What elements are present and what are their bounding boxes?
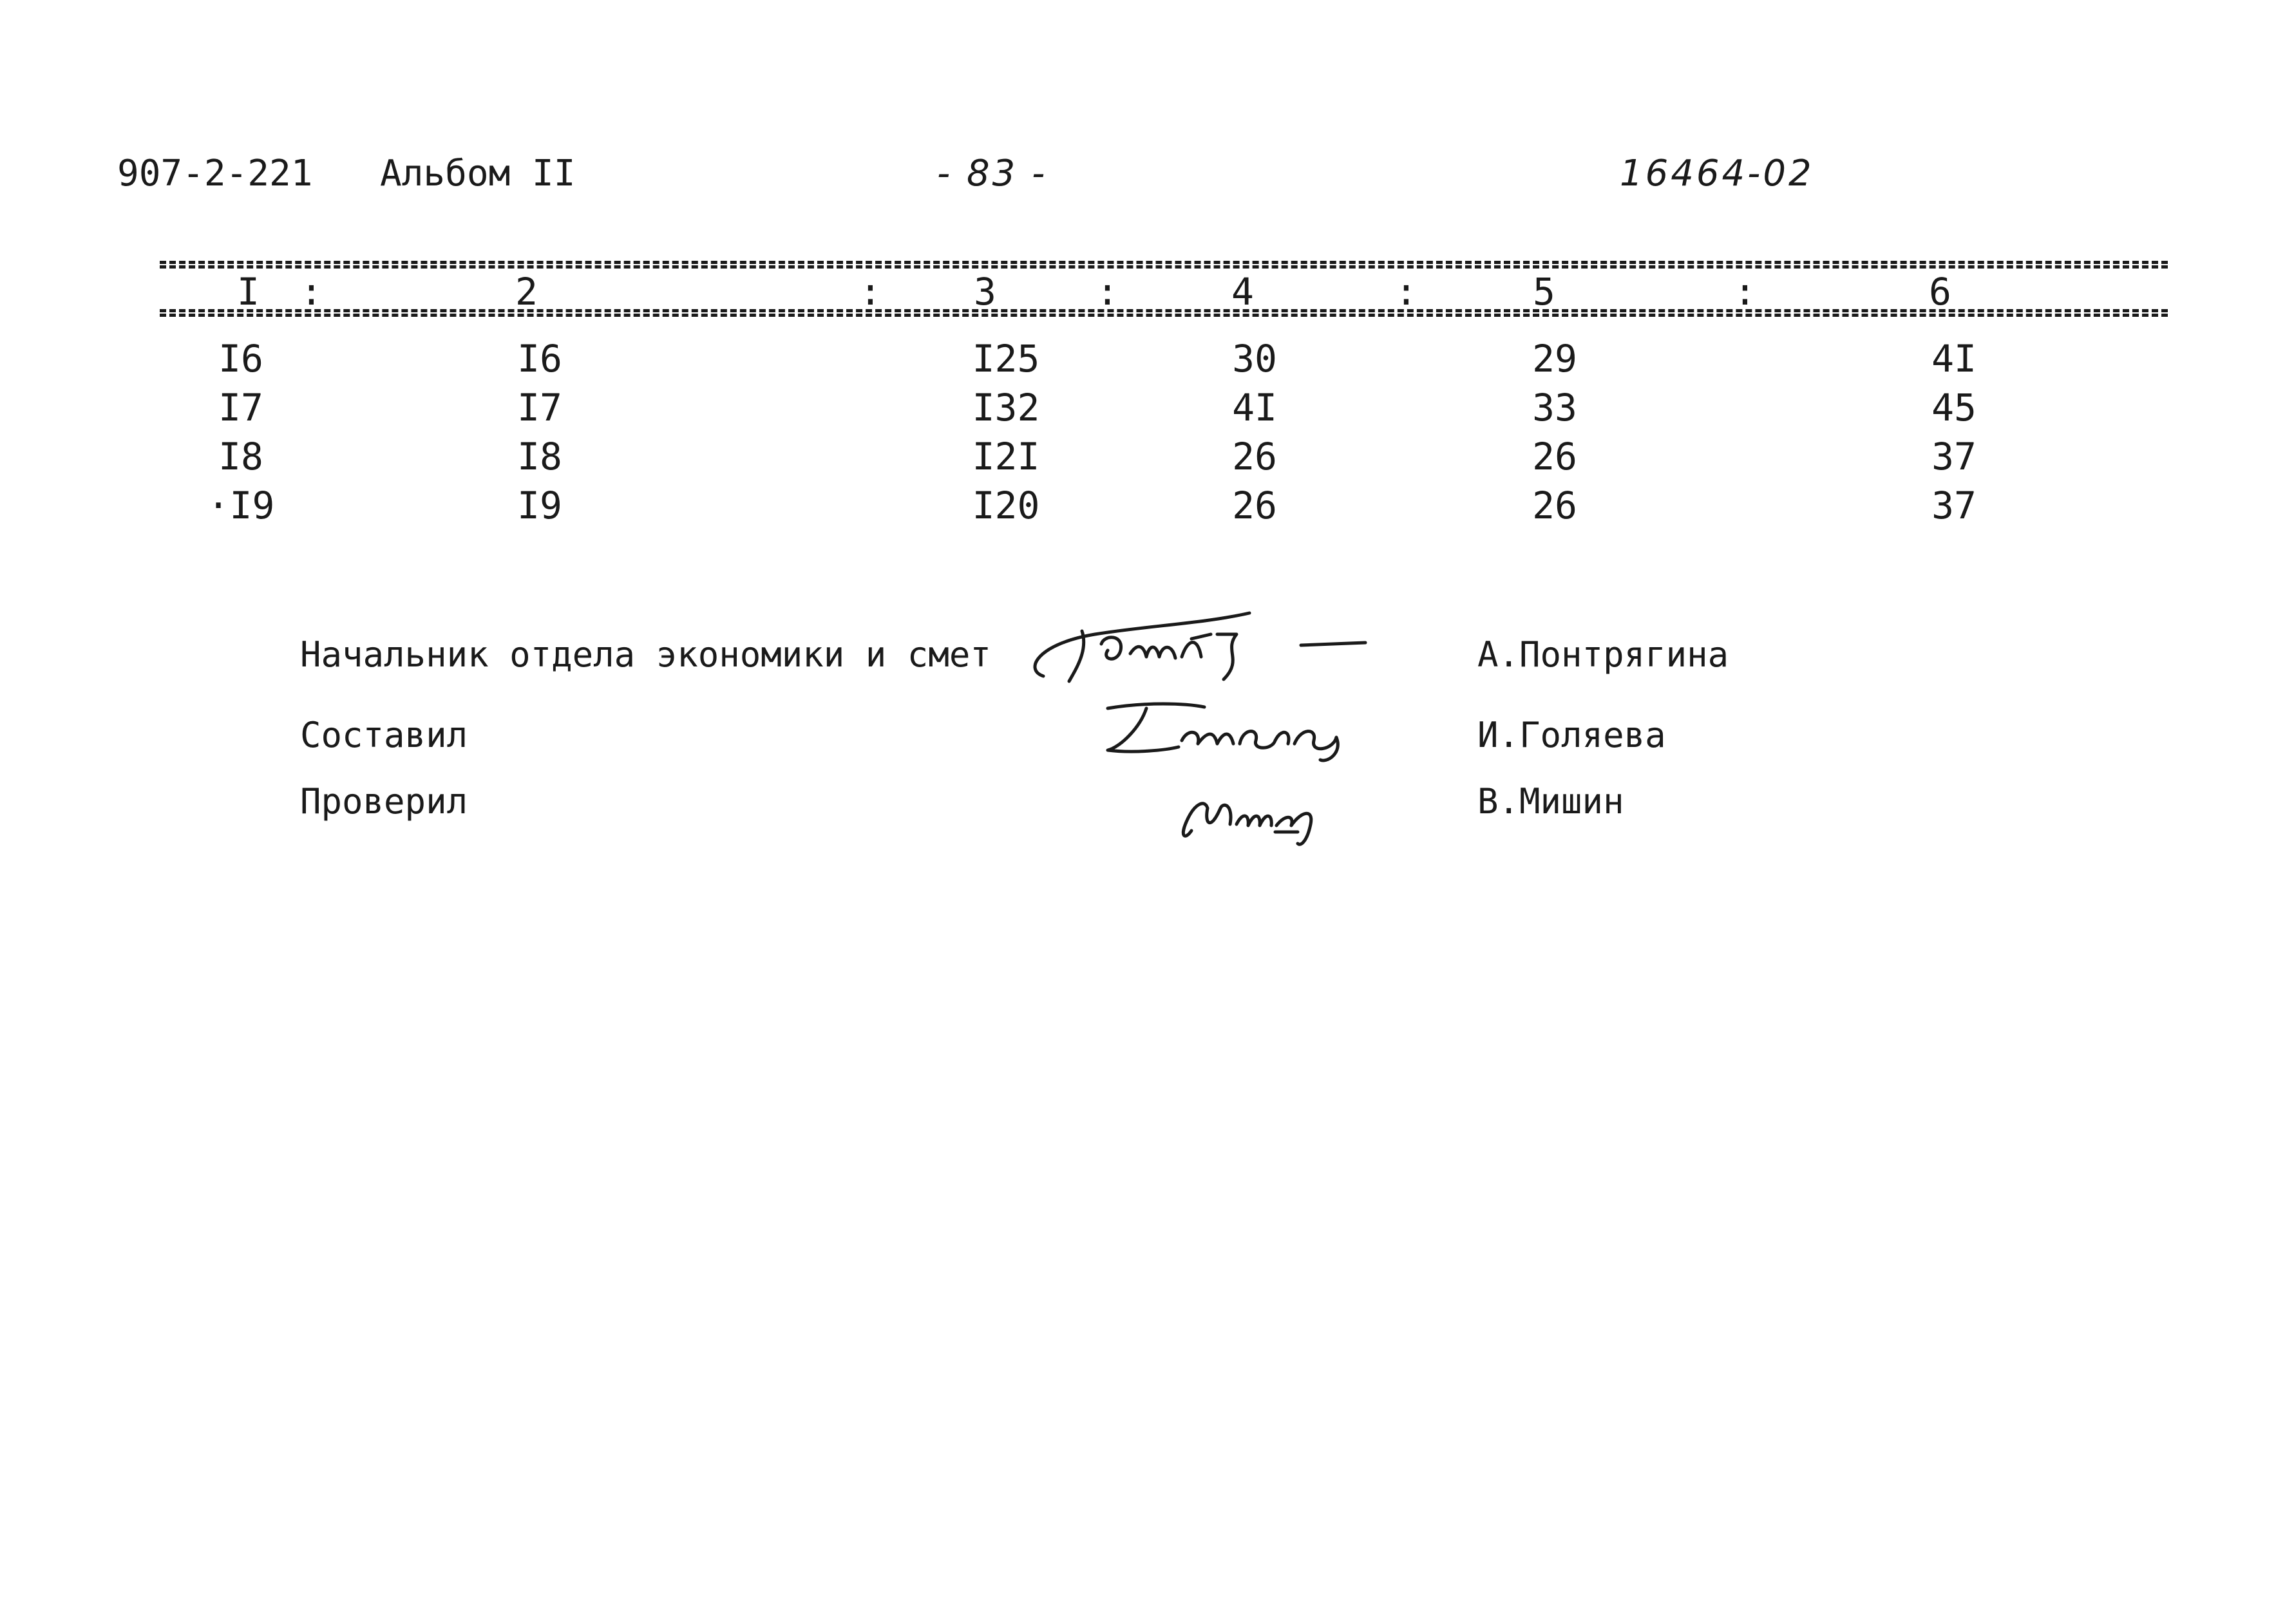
table-cell: I6 bbox=[517, 337, 562, 381]
column-separator: : bbox=[300, 270, 323, 314]
table-cell: I32 bbox=[972, 386, 1040, 430]
table-cell: I7 bbox=[218, 386, 263, 430]
table-cell: 45 bbox=[1931, 386, 1977, 430]
table-cell: 33 bbox=[1532, 386, 1577, 430]
table-cell: 37 bbox=[1931, 484, 1977, 527]
column-heading-4: 4 bbox=[1231, 270, 1254, 314]
table-cell: I25 bbox=[972, 337, 1040, 381]
table-cell: I9 bbox=[517, 484, 562, 527]
table-cell: 26 bbox=[1532, 484, 1577, 527]
column-separator: : bbox=[859, 270, 882, 314]
column-heading-3: 3 bbox=[974, 270, 996, 314]
signatory-name: В.Мишин bbox=[1477, 781, 1624, 822]
table-cell: I6 bbox=[218, 337, 263, 381]
column-separator: : bbox=[1734, 270, 1756, 314]
signature-compiled-by bbox=[1095, 689, 1365, 766]
table-cell: I8 bbox=[218, 435, 263, 478]
table-top-rule-2 bbox=[160, 265, 2168, 269]
document-number: 16464-02 bbox=[1620, 153, 1814, 194]
signatory-name: И.Голяева bbox=[1477, 715, 1666, 755]
signatory-role: Составил bbox=[300, 715, 468, 755]
column-heading-1: I bbox=[237, 270, 260, 314]
page-number: - 83 - bbox=[937, 153, 1048, 194]
table-cell: I8 bbox=[517, 435, 562, 478]
table-cell: ·I9 bbox=[207, 484, 275, 527]
signature-head-of-department bbox=[1018, 599, 1378, 695]
signature-checked-by bbox=[1172, 779, 1340, 850]
table-cell: 29 bbox=[1532, 337, 1577, 381]
table-cell: 26 bbox=[1232, 484, 1277, 527]
signatory-role: Проверил bbox=[300, 781, 468, 822]
table-cell: I7 bbox=[517, 386, 562, 430]
table-top-rule bbox=[160, 261, 2168, 264]
signatory-role: Начальник отдела экономики и смет bbox=[300, 634, 991, 675]
column-heading-2: 2 bbox=[515, 270, 538, 314]
table-cell: 4I bbox=[1931, 337, 1977, 381]
table-cell: 30 bbox=[1232, 337, 1277, 381]
table-header-rule bbox=[160, 309, 2168, 312]
table-cell: 26 bbox=[1532, 435, 1577, 478]
table-header-rule-2 bbox=[160, 314, 2168, 317]
table-cell: 37 bbox=[1931, 435, 1977, 478]
column-heading-6: 6 bbox=[1929, 270, 1951, 314]
column-separator: : bbox=[1395, 270, 1418, 314]
table-cell: I2I bbox=[972, 435, 1040, 478]
series-code: 907-2-221 bbox=[117, 153, 313, 194]
table-cell: I20 bbox=[972, 484, 1040, 527]
album-label: Альбом II bbox=[380, 153, 576, 194]
column-heading-5: 5 bbox=[1533, 270, 1555, 314]
signatory-name: А.Понтрягина bbox=[1477, 634, 1729, 675]
table-cell: 4I bbox=[1232, 386, 1277, 430]
table-cell: 26 bbox=[1232, 435, 1277, 478]
column-separator: : bbox=[1096, 270, 1119, 314]
